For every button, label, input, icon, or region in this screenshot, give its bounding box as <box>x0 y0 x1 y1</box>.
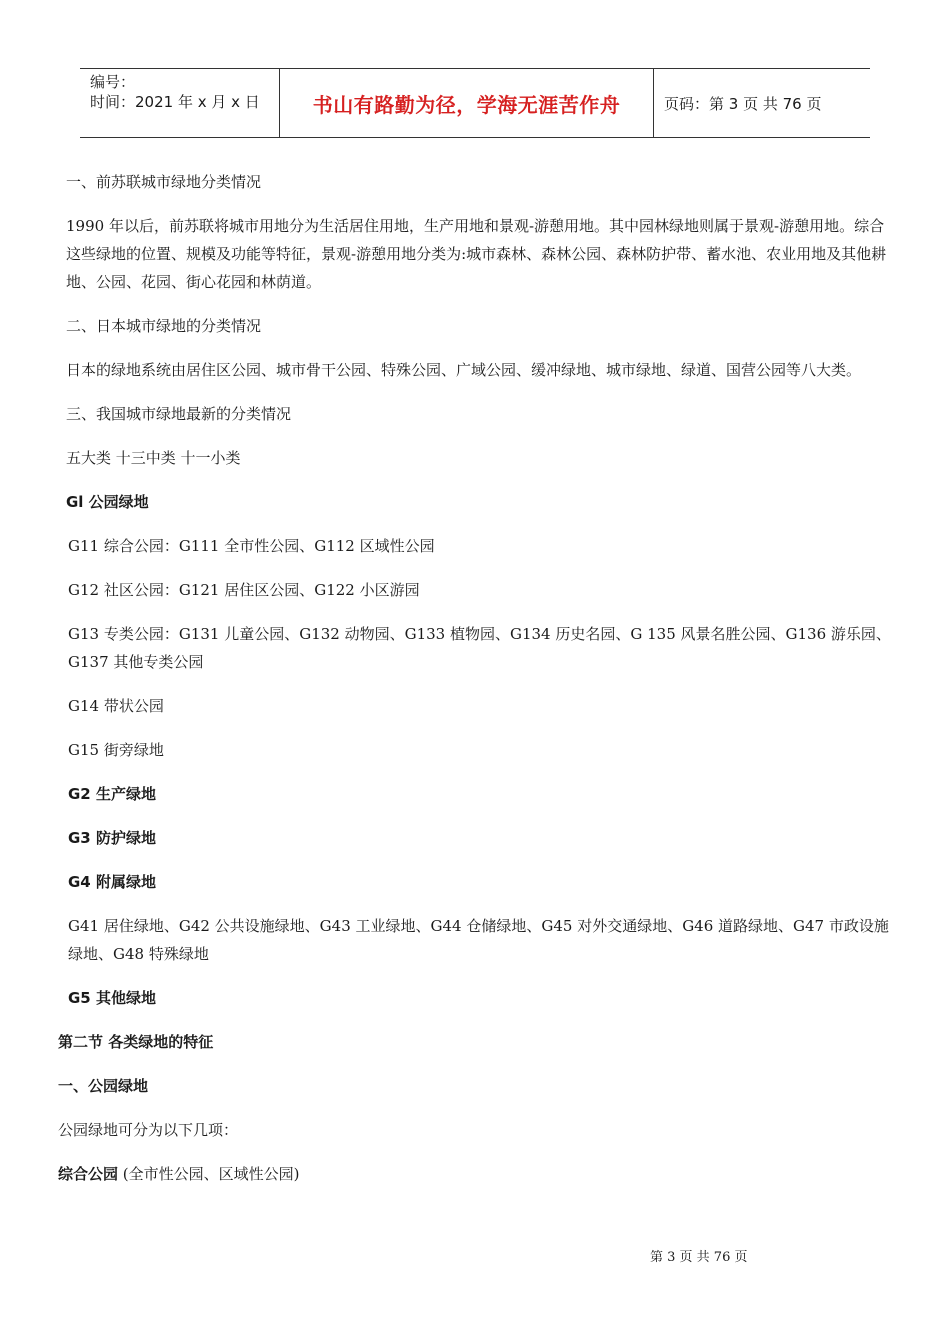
list-item: G15 街旁绿地 <box>68 741 164 759</box>
motto: 书山有路勤为径，学海无涯苦作舟 <box>312 92 621 117</box>
paragraph <box>58 1160 896 1188</box>
section-heading: 三、我国城市绿地最新的分类情况 <box>66 405 292 423</box>
term-bold: 综合公园 <box>58 1165 119 1183</box>
section-heading: 一、公园绿地 <box>58 1077 149 1095</box>
page-header <box>80 68 870 138</box>
paragraph: 1990 年以后，前苏联将城市用地分为生活居住用地，生产用地和景观-游憩用地。其中园林绿地则属于景观-游憩用地。综合这些绿地的位置、规模及功能等特征，景观-游憩用地分类为:城市森林、森林公园、森林防护带、蓄水池、农业用地及其他耕地、公园、花园、街心花园和林荫道。 <box>66 217 887 291</box>
header-page-cell <box>654 69 870 137</box>
category-heading: G3 防护绿地 <box>68 829 156 847</box>
paragraph: 日本的绿地系统由居住区公园、城市骨干公园、特殊公园、广域公园、缓冲绿地、城市绿地、绿道、国营公园等八大类。 <box>66 361 862 379</box>
category-heading: G4 附属绿地 <box>68 873 156 891</box>
list-item: G12 社区公园：G121 居住区公园、G122 小区游园 <box>68 581 420 599</box>
paragraph: 公园绿地可分为以下几项： <box>58 1121 239 1139</box>
list-item: G13 专类公园：G131 儿童公园、G132 动物园、G133 植物园、G134 历史名园、G 135 风景名胜公园、G136 游乐园、G137 其他专类公园 <box>68 625 891 671</box>
paragraph: 五大类 十三中类 十一小类 <box>66 449 241 467</box>
section-heading: 一、前苏联城市绿地分类情况 <box>66 173 262 191</box>
document-body <box>58 168 896 1204</box>
term-detail: (全市性公园、区域性公园) <box>118 1165 300 1183</box>
section-heading: 二、日本城市绿地的分类情况 <box>66 317 262 335</box>
chapter-heading: 第二节 各类绿地的特征 <box>58 1033 214 1051</box>
list-item: G41 居住绿地、G42 公共设施绿地、G43 工业绿地、G44 仓储绿地、G45 对外交通绿地、G46 道路绿地、G47 市政设施绿地、G48 特殊绿地 <box>68 917 889 963</box>
page-footer: 第 3 页 共 76 页 <box>650 1250 748 1265</box>
date-label: 时间：2021 年 x 月 x 日 <box>90 93 260 111</box>
category-heading: G5 其他绿地 <box>68 989 156 1007</box>
header-motto-cell <box>280 69 654 137</box>
page-label: 页码：第 3 页 共 76 页 <box>664 94 822 113</box>
category-heading: G2 生产绿地 <box>68 785 156 803</box>
code-label: 编号： <box>90 73 136 91</box>
list-item: G11 综合公园：G111 全市性公园、G112 区域性公园 <box>68 537 435 555</box>
list-item: G14 带状公园 <box>68 697 164 715</box>
category-heading: Gl 公园绿地 <box>66 493 149 511</box>
header-left-cell <box>80 69 280 137</box>
